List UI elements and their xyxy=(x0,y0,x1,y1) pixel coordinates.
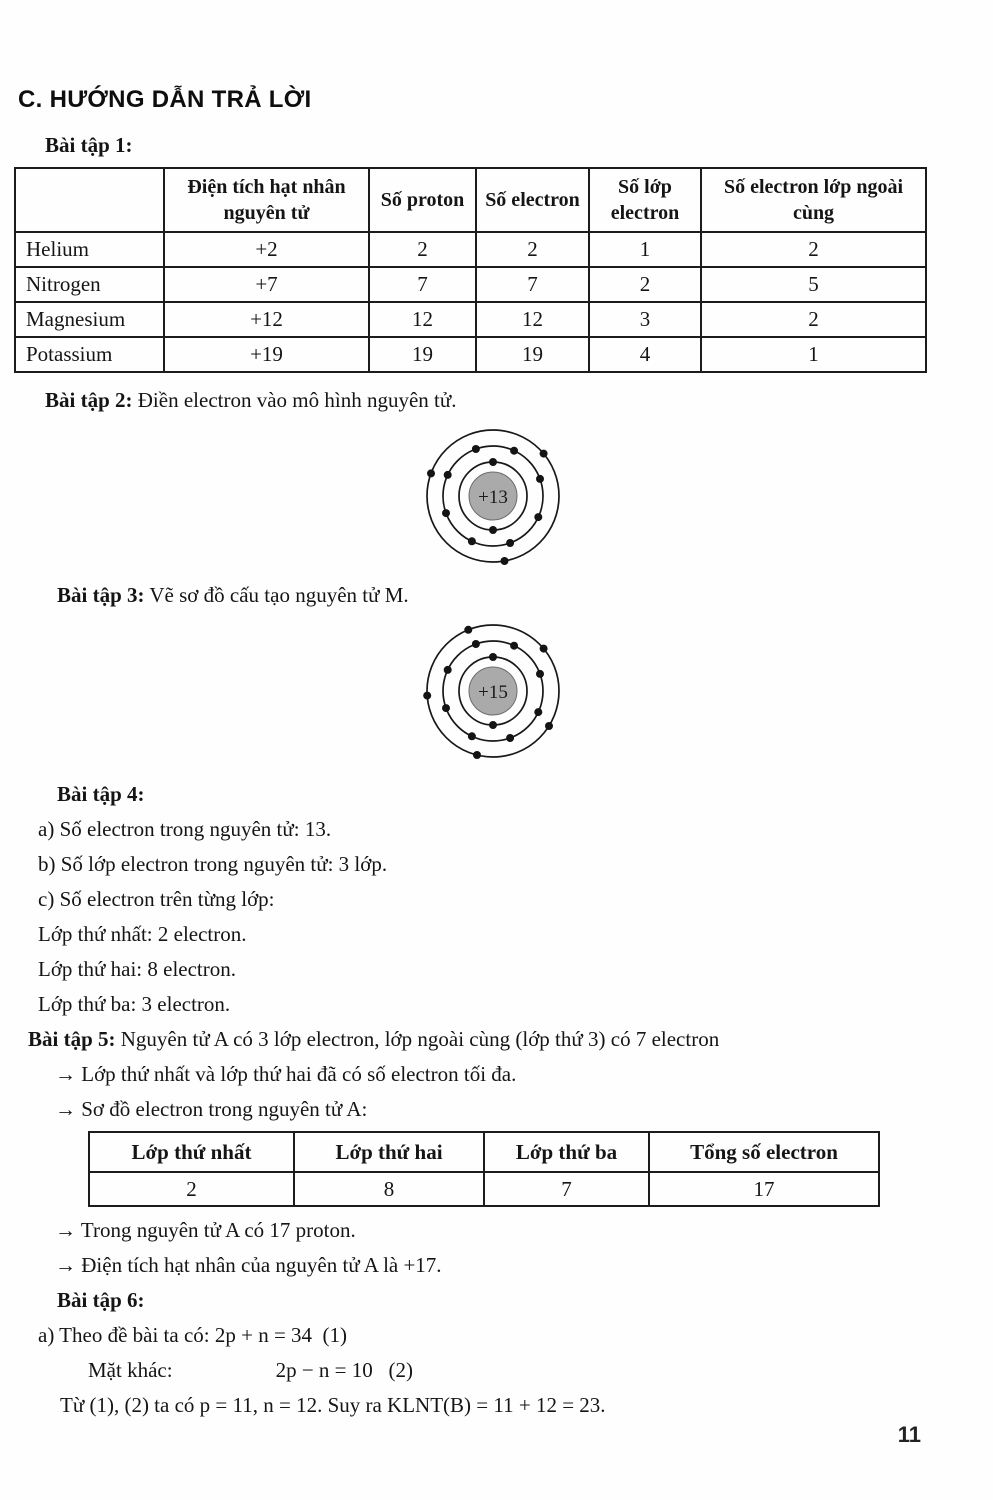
header-cell-so-lop: Số lớp electron xyxy=(589,168,701,232)
cell: 7 xyxy=(476,267,589,302)
bai6-line-b-eq: 2p − n = 10 (2) xyxy=(275,1358,413,1382)
section-heading: C. HƯỚNG DẪN TRẢ LỜI xyxy=(18,86,312,113)
cell: 1 xyxy=(589,232,701,267)
bai4-line-lop2: Lớp thứ hai: 8 electron. xyxy=(38,957,237,981)
cell: +19 xyxy=(164,337,369,372)
atom-svg xyxy=(417,615,569,767)
bai5-arrow1: → Lớp thứ nhất và lớp thứ hai đã có số electron tối đa. xyxy=(55,1062,517,1086)
svg-text:+13: +13 xyxy=(477,487,508,508)
atom-svg xyxy=(417,420,569,572)
bai2-line xyxy=(45,383,993,418)
bai6-line-b-label: Mặt khác: xyxy=(88,1358,173,1382)
page-number: 11 xyxy=(897,1422,921,1447)
bai5-table-value-row xyxy=(89,1172,879,1206)
cell: 5 xyxy=(701,267,926,302)
header-cell-so-electron: Số electron xyxy=(476,168,589,232)
header-cell-lop1: Lớp thứ nhất xyxy=(89,1132,294,1172)
bai5-arrow3: → Trong nguyên tử A có 17 proton. xyxy=(55,1218,356,1242)
bai5-label: Bài tập 5: xyxy=(28,1027,116,1051)
cell: 8 xyxy=(294,1172,484,1206)
bai6-line-a: a) Theo đề bài ta có: 2p + n = 34 (1) xyxy=(38,1323,348,1347)
table-row-helium xyxy=(15,232,926,267)
cell: 7 xyxy=(484,1172,649,1206)
row-label: Helium xyxy=(15,232,164,267)
row-label: Magnesium xyxy=(15,302,164,337)
atom-diagram-plus15 xyxy=(417,615,577,767)
bai4-line-b: b) Số lớp electron trong nguyên tử: 3 lớp. xyxy=(38,852,388,876)
cell: 2 xyxy=(589,267,701,302)
bai5-table-header-row xyxy=(89,1132,879,1172)
bai6-line-c: Từ (1), (2) ta có p = 11, n = 12. Suy ra KLNT(B) = 11 + 12 = 23. xyxy=(60,1393,606,1417)
bai4-line-lop3: Lớp thứ ba: 3 electron. xyxy=(38,992,231,1016)
cell: 12 xyxy=(369,302,476,337)
cell: 2 xyxy=(369,232,476,267)
bai1-table-header-row xyxy=(15,168,926,232)
cell: 4 xyxy=(589,337,701,372)
atom-diagram-plus13 xyxy=(417,420,577,572)
table-row-magnesium xyxy=(15,302,926,337)
bai5-intro-line xyxy=(28,1022,993,1057)
row-label: Nitrogen xyxy=(15,267,164,302)
bai5-table xyxy=(88,1131,880,1207)
bai4-line-a: a) Số electron trong nguyên tử: 13. xyxy=(38,817,332,841)
cell: 19 xyxy=(476,337,589,372)
cell: 19 xyxy=(369,337,476,372)
cell: +2 xyxy=(164,232,369,267)
cell: +7 xyxy=(164,267,369,302)
bai3-label: Bài tập 3: xyxy=(57,583,145,607)
header-cell-lop-ngoai-cung: Số electron lớp ngoài cùng xyxy=(701,168,926,232)
header-cell-tong: Tổng số electron xyxy=(649,1132,879,1172)
cell: +12 xyxy=(164,302,369,337)
cell: 2 xyxy=(701,232,926,267)
bai3-line xyxy=(57,578,993,613)
cell: 17 xyxy=(649,1172,879,1206)
cell: 1 xyxy=(701,337,926,372)
bai1-label: Bài tập 1: xyxy=(45,133,133,157)
table-row-nitrogen xyxy=(15,267,926,302)
header-cell-lop2: Lớp thứ hai xyxy=(294,1132,484,1172)
row-label: Potassium xyxy=(15,337,164,372)
cell: 12 xyxy=(476,302,589,337)
svg-text:+15: +15 xyxy=(477,682,508,703)
bai6-label: Bài tập 6: xyxy=(57,1288,145,1312)
bai4-label: Bài tập 4: xyxy=(57,782,145,806)
cell: 2 xyxy=(701,302,926,337)
cell: 7 xyxy=(369,267,476,302)
header-cell-so-proton: Số proton xyxy=(369,168,476,232)
bai6-line-b xyxy=(88,1353,993,1388)
bai4-line-lop1: Lớp thứ nhất: 2 electron. xyxy=(38,922,247,946)
table-row-potassium xyxy=(15,337,926,372)
bai5-arrow2: → Sơ đồ electron trong nguyên tử A: xyxy=(55,1097,368,1121)
cell: 2 xyxy=(476,232,589,267)
header-cell-blank xyxy=(15,168,164,232)
bai3-text: Vẽ sơ đồ cấu tạo nguyên tử M. xyxy=(149,583,409,607)
bai4-line-c: c) Số electron trên từng lớp: xyxy=(38,887,275,911)
bai5-arrow4: → Điện tích hạt nhân của nguyên tử A là +17. xyxy=(55,1253,442,1277)
bai2-label: Bài tập 2: xyxy=(45,388,133,412)
bai5-intro: Nguyên tử A có 3 lớp electron, lớp ngoài cùng (lớp thứ 3) có 7 electron xyxy=(120,1027,720,1051)
cell: 3 xyxy=(589,302,701,337)
cell: 2 xyxy=(89,1172,294,1206)
bai1-table xyxy=(14,167,927,373)
header-cell-lop3: Lớp thứ ba xyxy=(484,1132,649,1172)
header-cell-dien-tich: Điện tích hạt nhân nguyên tử xyxy=(164,168,369,232)
bai2-text: Điền electron vào mô hình nguyên tử. xyxy=(137,388,457,412)
